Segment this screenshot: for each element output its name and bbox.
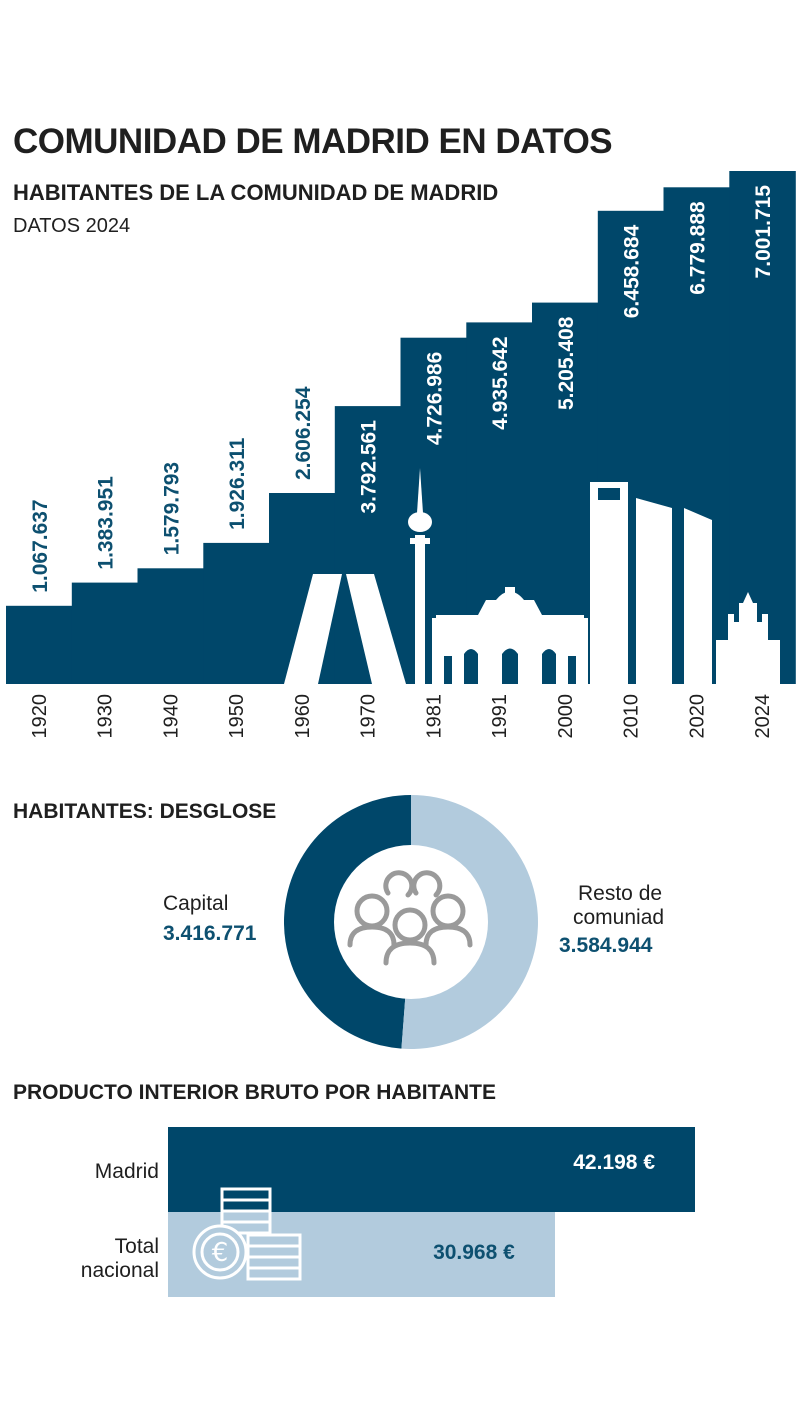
- year-label-1991: 1991: [489, 694, 512, 739]
- torre-cepsa: [590, 482, 628, 684]
- population-value-1970: 3.792.561: [357, 420, 381, 514]
- torre-pwc: [636, 498, 672, 684]
- donut-hole: [334, 845, 488, 999]
- year-label-1981: 1981: [423, 694, 446, 739]
- population-value-1940: 1.579.793: [160, 461, 184, 556]
- year-label-2010: 2010: [620, 694, 643, 739]
- population-value-2010: 6.458.684: [620, 224, 644, 319]
- population-donut-chart: [284, 795, 538, 1049]
- year-label-2020: 2020: [686, 694, 709, 739]
- population-chart-title: HABITANTES DE LA COMUNIDAD DE MADRID: [13, 180, 499, 205]
- year-label-2024: 2024: [752, 694, 775, 739]
- year-label-1960: 1960: [291, 694, 314, 739]
- resto-value: 3.584.944: [559, 934, 653, 957]
- population-value-1950: 1.926.311: [226, 437, 250, 530]
- year-label-1920: 1920: [28, 694, 51, 739]
- page-title: COMUNIDAD DE MADRID EN DATOS: [13, 122, 613, 161]
- tv-tower-pod: [408, 512, 432, 532]
- pib-label-total-line1: Total: [114, 1235, 159, 1258]
- capital-value: 3.416.771: [163, 922, 257, 945]
- pib-value-madrid: 42.198 €: [573, 1151, 655, 1174]
- year-label-1930: 1930: [94, 694, 117, 739]
- resto-label-line2: comuniad: [573, 906, 665, 929]
- population-step-area: [6, 171, 796, 684]
- population-bar-1920: [6, 606, 73, 684]
- population-value-1981: 4.726.986: [423, 351, 447, 446]
- population-bar-1930: [72, 583, 139, 684]
- pib-label-total-line2: nacional: [80, 1259, 159, 1282]
- population-value-1930: 1.383.951: [94, 476, 118, 570]
- population-value-2020: 6.779.888: [686, 201, 710, 295]
- svg-text:€: €: [211, 1238, 229, 1268]
- population-value-1991: 4.935.642: [489, 336, 513, 430]
- population-bar-1950: [203, 543, 269, 684]
- year-label-1970: 1970: [357, 694, 380, 739]
- tv-tower-shaft: [415, 535, 425, 684]
- euro-coins-icon: [186, 1186, 306, 1282]
- year-label-2000: 2000: [554, 694, 577, 739]
- breakdown-title: HABITANTES: DESGLOSE: [13, 800, 277, 823]
- population-chart-note: DATOS 2024: [13, 215, 131, 237]
- population-value-1920: 1.067.637: [28, 499, 52, 593]
- year-label-1950: 1950: [226, 694, 249, 739]
- population-value-2024: 7.001.715: [752, 185, 776, 279]
- pib-title: PRODUCTO INTERIOR BRUTO POR HABITANTE: [13, 1081, 497, 1104]
- capital-label: Capital: [163, 892, 229, 915]
- population-value-2000: 5.205.408: [554, 316, 578, 411]
- population-year-labels: [29, 694, 774, 739]
- resto-label-line1: Resto de: [578, 882, 663, 905]
- population-bar-1940: [138, 568, 205, 684]
- torre-cristal: [684, 508, 712, 684]
- population-value-1960: 2.606.254: [291, 386, 315, 480]
- pib-value-total-nacional: 30.968 €: [433, 1241, 515, 1264]
- year-label-1940: 1940: [160, 694, 183, 739]
- pib-label-madrid: Madrid: [94, 1160, 159, 1183]
